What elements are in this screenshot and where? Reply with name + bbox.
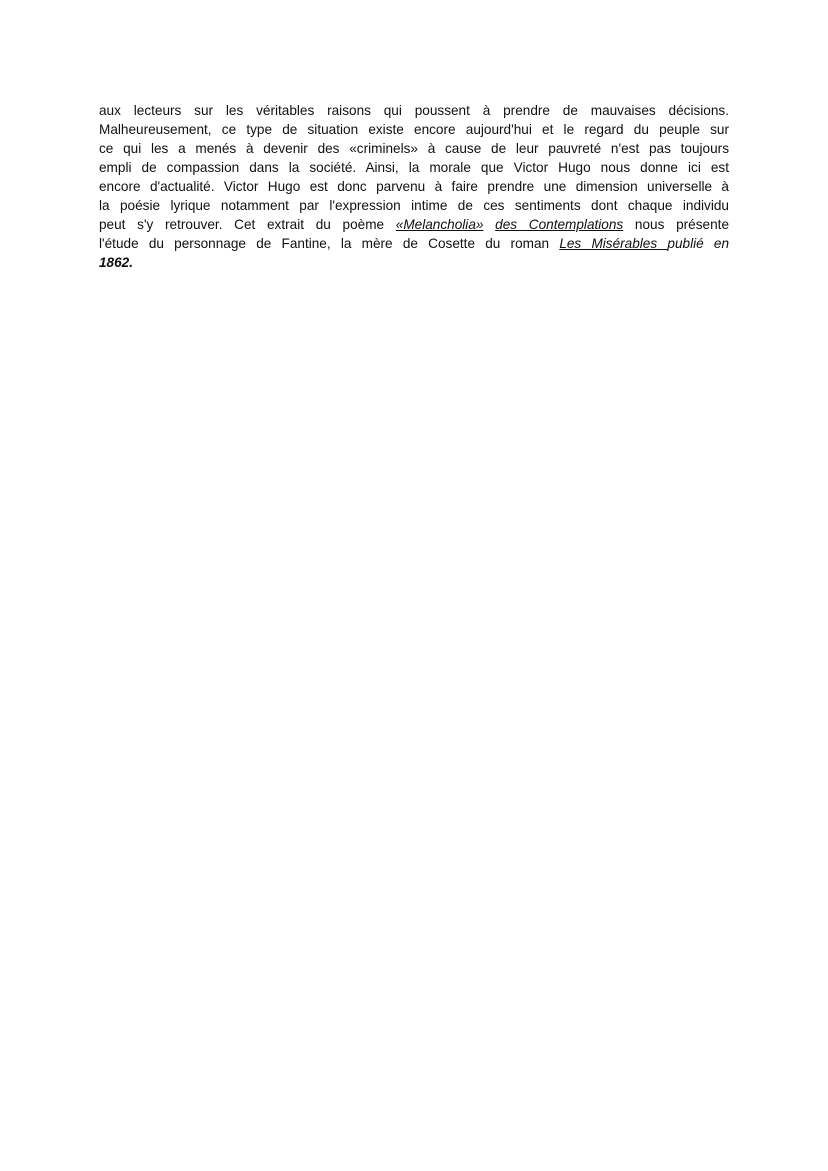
text-line: [99, 253, 729, 272]
text-line: empli de compassion dans la société. Ainsi, la morale que Victor Hugo nous donne ici est: [99, 160, 729, 175]
text-line: ce qui les a menés à devenir des «criminels» à cause de leur pauvreté n'est pas toujours: [99, 141, 729, 156]
collection-title: des Contemplations: [495, 217, 624, 232]
poem-title: «Melancholia»: [395, 217, 484, 232]
text-line: la poésie lyrique notamment par l'expression intime de ces sentiments dont chaque individu: [99, 198, 729, 213]
text-fragment: l'étude du personnage de Fantine, la mère de Cosette du roman: [99, 236, 560, 251]
text-fragment: peut s'y retrouver. Cet extrait du poème: [99, 217, 396, 232]
novel-title: Les Misérables: [559, 236, 668, 251]
text-line: encore d'actualité. Victor Hugo est donc parvenu à faire prendre une dimension universelle à: [99, 179, 729, 194]
text-line: [99, 215, 729, 234]
text-fragment: nous présente: [623, 217, 729, 232]
text-fragment: [483, 217, 495, 232]
text-fragment: publié en: [667, 236, 730, 251]
text-line: Malheureusement, ce type de situation existe encore aujourd'hui et le regard du peuple sur: [99, 122, 729, 137]
publication-year: 1862.: [99, 255, 134, 270]
text-line: aux lecteurs sur les véritables raisons qui poussent à prendre de mauvaises décisions.: [99, 103, 729, 118]
text-line: [99, 234, 729, 253]
paragraph: [99, 101, 729, 272]
